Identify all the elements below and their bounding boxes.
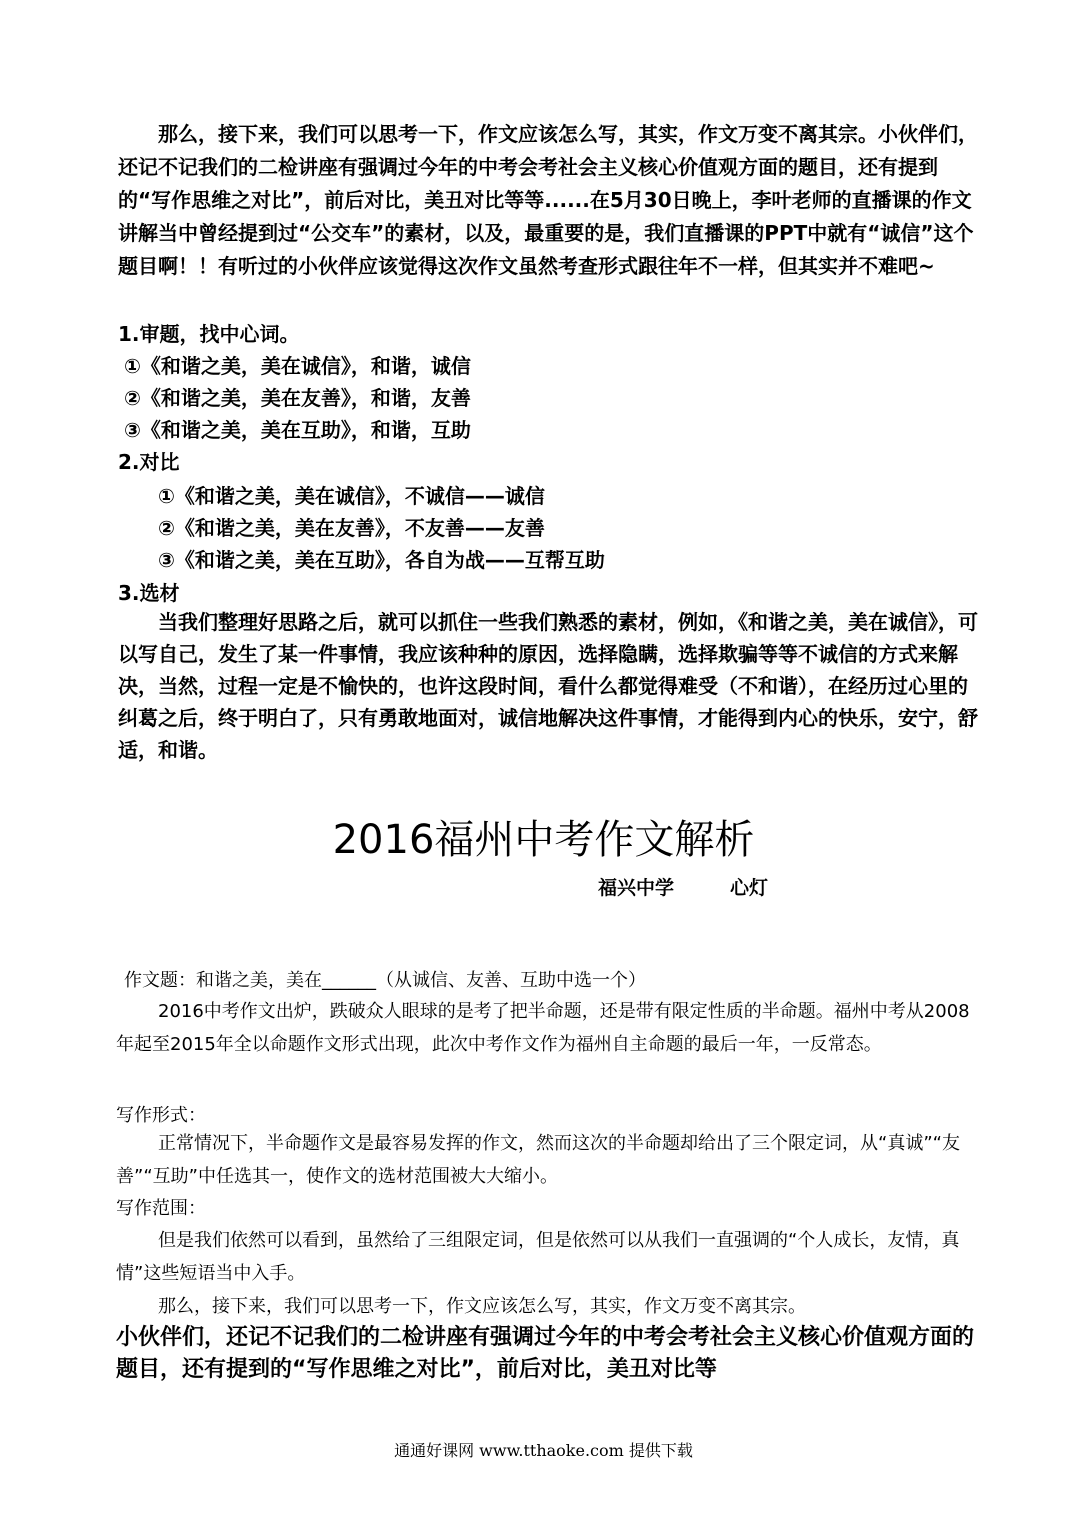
intro-paragraph: 那么，接下来，我们可以思考一下，作文应该怎么写，其实，作文万变不离其宗。小伙伴们，还记不记我们的二检讲座有强调过今年的中考会考社会主义核心价值观方面的题目，还有提到的“写作思维之对比”，前后对比，美丑对比等等......在5月30日晚上，李叶老师的直播课的作文讲解当中曾经提到过“公交车”的素材，以及，最重要的是，我们直播课的PPT中就有“诚信”这个题目啊！！有听过的小伙伴应该觉得这次作文虽然考查形式跟往年不一样，但其实并不难吧~	[118, 122, 978, 278]
school-name: 福兴中学	[598, 877, 675, 899]
section2-heading: 2.对比	[118, 450, 180, 474]
section1-item: ②《和谐之美，美在友善》，和谐，友善	[124, 386, 471, 410]
section1-item: ③《和谐之美，美在互助》，和谐，互助	[124, 418, 471, 442]
section1-heading: 1.审题，找中心词。	[118, 322, 300, 346]
article-paragraph: 2016中考作文出炉，跌破众人眼球的是考了把半命题，还是带有限定性质的半命题。福州中考从2008年起至2015年全以命题作文形式出现，此次中考作文作为福州自主命题的最后一年，一反常态。	[116, 1001, 970, 1055]
section2-item: ①《和谐之美，美在诚信》，不诚信——诚信	[158, 484, 545, 508]
author-name: 心灯	[730, 877, 769, 899]
footer-download-note: 通通好课网 www.tthaoke.com 提供下载	[394, 1441, 693, 1460]
article-paragraph: 但是我们依然可以看到，虽然给了三组限定词，但是依然可以从我们一直强调的“个人成长，友情，真情”这些短语当中入手。	[116, 1230, 960, 1284]
label-writing-scope: 写作范围：	[116, 1198, 206, 1219]
byline	[598, 873, 768, 900]
label-writing-form: 写作形式：	[116, 1105, 206, 1126]
article-paragraph: 那么，接下来，我们可以思考一下，作文应该怎么写，其实，作文万变不离其宗。	[158, 1296, 806, 1317]
article-paragraph-bold: 小伙伴们，还记不记我们的二检讲座有强调过今年的中考会考社会主义核心价值观方面的题目，还有提到的“写作思维之对比”，前后对比，美丑对比等	[116, 1325, 975, 1382]
section3-paragraph: 当我们整理好思路之后，就可以抓住一些我们熟悉的素材，例如，《和谐之美，美在诚信》，可以写自己，发生了某一件事情，我应该种种的原因，选择隐瞒，选择欺骗等等不诚信的方式来解决，当然，过程一定是不愉快的，也许这段时间，看什么都觉得难受（不和谐），在经历过心里的纠葛之后，终于明白了，只有勇敢地面对，诚信地解决这件事情，才能得到内心的快乐，安宁，舒适，和谐。	[118, 610, 978, 762]
section2-item: ③《和谐之美，美在互助》，各自为战——互帮互助	[158, 548, 605, 572]
section1-item: ①《和谐之美，美在诚信》，和谐，诚信	[124, 354, 471, 378]
article-title: 2016福州中考作文解析	[332, 817, 755, 863]
article-paragraph: 正常情况下，半命题作文是最容易发挥的作文，然而这次的半命题却给出了三个限定词，从“真诚”“友善”“互助”中任选其一，使作文的选材范围被大大缩小。	[116, 1133, 960, 1187]
essay-prompt: 作文题：和谐之美，美在______（从诚信、友善、互助中选一个）	[124, 970, 646, 991]
section3-heading: 3.选材	[118, 581, 180, 605]
section2-item: ②《和谐之美，美在友善》，不友善——友善	[158, 516, 545, 540]
